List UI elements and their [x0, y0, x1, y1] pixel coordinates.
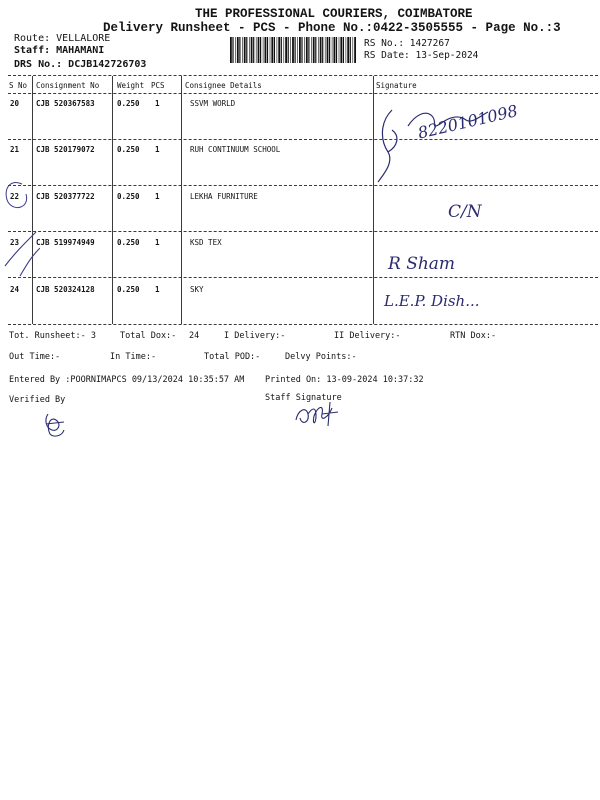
verified-by-label: Verified By: [9, 395, 66, 405]
col-header-weight: Weight: [117, 81, 145, 90]
table-top-rule: [8, 75, 598, 76]
column-divider: [112, 76, 113, 324]
col-header-signature: Signature: [376, 81, 417, 90]
row-pcs: 1: [155, 99, 160, 108]
table-bottom-rule: [8, 324, 598, 325]
row-consignment: CJB 520367583: [36, 99, 95, 108]
printed-on: Printed On: 13-09-2024 10:37:32: [265, 375, 424, 385]
row-pcs: 1: [155, 238, 160, 247]
row-consignment: CJB 520324128: [36, 285, 95, 294]
row-pcs: 1: [155, 145, 160, 154]
barcode-image: [230, 37, 358, 63]
runsheet-subtitle: Delivery Runsheet - PCS - Phone No.:0422-3505555 - Page No.:3: [103, 21, 561, 35]
row-weight: 0.250: [117, 99, 140, 108]
row-consignee: SKY: [190, 285, 204, 294]
col-header-sno: S No: [9, 81, 28, 90]
row-consignment: CJB 519974949: [36, 238, 95, 247]
out-time: Out Time:-: [9, 352, 61, 362]
row-weight: 0.250: [117, 192, 140, 201]
row-sno: 23: [10, 238, 20, 247]
row-sno: 20: [10, 99, 20, 108]
handwritten-name: R Sham: [388, 254, 456, 274]
staff-signature-label: Staff Signature: [265, 393, 342, 403]
ii-delivery: II Delivery:-: [334, 331, 401, 341]
row-consignment: CJB 520377722: [36, 192, 95, 201]
total-dox-value: 24: [189, 331, 200, 341]
column-divider: [181, 76, 182, 324]
col-header-consignee: Consignee Details: [185, 81, 262, 90]
row-consignee: RUH CONTINUUM SCHOOL: [190, 145, 281, 154]
drs-number: DRS No.: DCJB142726703: [14, 59, 147, 70]
pen-marks-left: [0, 170, 40, 280]
row-sno: 21: [10, 145, 20, 154]
row-divider: [8, 231, 598, 232]
handwritten-name: L.E.P. Dish...: [384, 292, 480, 310]
row-divider: [8, 277, 598, 278]
row-consignment: CJB 520179072: [36, 145, 95, 154]
row-sno: 24: [10, 285, 20, 294]
total-dox-label: Total Dox:-: [120, 331, 177, 341]
row-consignee: LEKHA FURNITURE: [190, 192, 258, 201]
row-weight: 0.250: [117, 145, 140, 154]
i-delivery: I Delivery:-: [224, 331, 286, 341]
row-sno: 22: [10, 192, 20, 201]
company-title: THE PROFESSIONAL COURIERS, COIMBATORE: [195, 7, 473, 21]
rs-date: RS Date: 13-Sep-2024: [364, 50, 479, 61]
staff-label: Staff: MAHAMANI: [14, 45, 105, 56]
row-pcs: 1: [155, 285, 160, 294]
staff-signature: [292, 398, 342, 430]
col-header-pcs: PCS: [151, 81, 165, 90]
row-weight: 0.250: [117, 238, 140, 247]
route-label: Route: VELLALORE: [14, 33, 111, 44]
table-header-rule: [8, 93, 598, 94]
rs-number: RS No.: 1427267: [364, 38, 450, 49]
row-pcs: 1: [155, 192, 160, 201]
in-time: In Time:-: [110, 352, 157, 362]
verifier-signature: [40, 410, 70, 440]
total-runsheet: Tot. Runsheet:- 3: [9, 331, 96, 341]
handwritten-note: C/N: [448, 202, 482, 222]
handwritten-phone: 8220101098: [416, 101, 520, 143]
total-pod: Total POD:-: [204, 352, 261, 362]
col-header-consignment: Consignment No: [36, 81, 100, 90]
row-consignee: SSVM WORLD: [190, 99, 236, 108]
delvy-points: Delvy Points:-: [285, 352, 357, 362]
row-consignee: KSD TEX: [190, 238, 222, 247]
row-weight: 0.250: [117, 285, 140, 294]
rtn-dox: RTN Dox:-: [450, 331, 497, 341]
entered-by: Entered By :POORNIMAPCS 09/13/2024 10:35:57 AM: [9, 375, 245, 385]
